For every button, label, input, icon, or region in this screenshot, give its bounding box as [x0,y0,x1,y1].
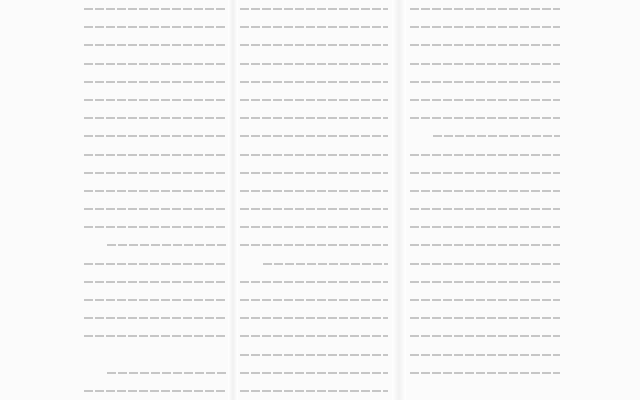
paragraph-gap [410,382,560,400]
text-line [240,291,388,309]
text-line [240,146,388,164]
text-column-right [410,0,560,400]
text-line [410,109,560,127]
text-line [240,0,388,18]
text-line [410,346,560,364]
text-line [84,73,226,91]
text-line [84,164,226,182]
text-line [84,109,226,127]
text-line [84,146,226,164]
paragraph-gap [84,346,226,364]
text-line [84,382,226,400]
text-line [240,200,388,218]
text-line [84,364,226,382]
text-line [240,73,388,91]
text-line [410,146,560,164]
text-line [84,18,226,36]
text-line [240,36,388,54]
text-line [240,18,388,36]
text-line [240,91,388,109]
text-line [240,109,388,127]
text-line [410,200,560,218]
text-line [410,164,560,182]
text-line [410,273,560,291]
text-line [240,273,388,291]
text-column-middle [240,0,388,400]
text-line [84,55,226,73]
text-line [240,255,388,273]
text-line [84,91,226,109]
text-line [240,364,388,382]
text-line [84,182,226,200]
text-line [410,255,560,273]
text-line [410,218,560,236]
text-line [410,127,560,145]
text-line [84,0,226,18]
column-gutter [228,0,238,400]
text-line [410,182,560,200]
text-line [240,218,388,236]
text-line [240,164,388,182]
text-line [240,55,388,73]
column-gutter [392,0,406,400]
text-line [84,309,226,327]
text-line [410,73,560,91]
text-line [240,309,388,327]
text-line [410,36,560,54]
text-line [84,273,226,291]
text-line [410,327,560,345]
text-line [410,55,560,73]
text-line [240,127,388,145]
text-line [240,346,388,364]
text-line [410,0,560,18]
text-line [240,236,388,254]
text-line [84,327,226,345]
text-column-left [84,0,226,400]
text-line [84,36,226,54]
text-line [410,91,560,109]
text-line [84,236,226,254]
text-line [84,200,226,218]
text-line [410,291,560,309]
text-line [410,309,560,327]
text-line [410,18,560,36]
text-line [410,364,560,382]
text-line [240,327,388,345]
text-line [84,218,226,236]
text-line [84,127,226,145]
text-line [84,255,226,273]
text-line [240,382,388,400]
text-line [84,291,226,309]
text-line [410,236,560,254]
text-line [240,182,388,200]
